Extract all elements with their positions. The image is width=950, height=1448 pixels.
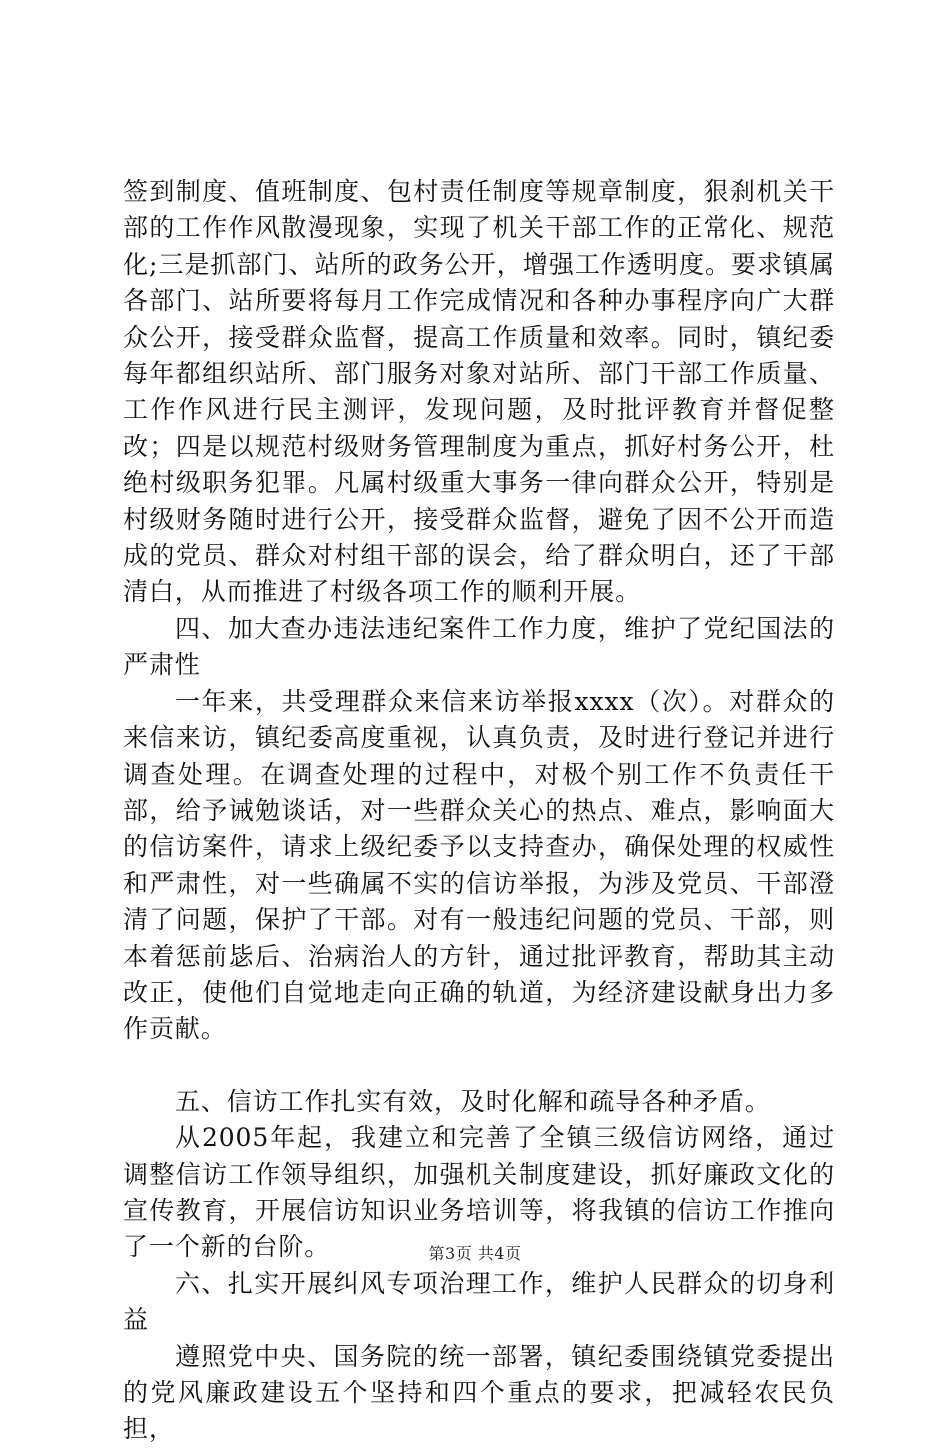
- paragraph-continuation: 签到制度、值班制度、包村责任制度等规章制度，狠刹机关干部的工作作风散漫现象，实现了机关干部工作的正常化、规范化;三是抓部门、站所的政务公开，增强工作透明度。要求镇属各部门、站所要将每月工作完成情况和各种办事程序向广大群众公开，接受群众监督，提高工作质量和效率。同时，镇纪委每年都组织站所、部门服务对象对站所、部门干部工作质量、工作作风进行民主测评，发现问题，及时批评教育并督促整改；四是以规范村级财务管理制度为重点，抓好村务公开，杜绝村级职务犯罪。凡属村级重大事务一律向群众公开，特别是村级财务随时进行公开，接受群众监督，避免了因不公开而造成的党员、群众对村组干部的误会，给了群众明白，还了干部清白，从而推进了村级各项工作的顺利开展。: [123, 177, 835, 607]
- paragraph-gap: [123, 1048, 835, 1084]
- page-number-footer: 第3页 共4页: [428, 1244, 522, 1263]
- paragraph-deployment: 遵照党中央、国务院的统一部署，镇纪委围绕镇党委提出的党风廉政建设五个坚持和四个重点的要求，把减轻农民负担，: [123, 1341, 835, 1444]
- paragraph-petitions: 一年来，共受理群众来信来访举报xxxx（次）。对群众的来信来访，镇纪委高度重视，认真负责，及时进行登记并进行调查处理。在调查处理的过程中，对极个别工作不负责任干部，给予诫勉谈话，对一些群众关心的热点、难点，影响面大的信访案件，请求上级纪委予以支持查办，确保处理的权威性和严肃性，对一些确属不实的信访举报，为涉及党员、干部澄清了问题，保护了干部。对有一般违纪问题的党员、干部，则本着惩前毖后、治病治人的方针，通过批评教育，帮助其主动改正，使他们自觉地走向正确的轨道，为经济建设献身出力多作贡献。: [123, 686, 835, 1044]
- section-heading-four: 四、加大查办违法违纪案件工作力度，维护了党纪国法的严肃性: [123, 613, 835, 680]
- section-heading-six: 六、扎实开展纠风专项治理工作，维护人民群众的切身利益: [123, 1268, 835, 1335]
- paragraph-network: 从2005年起，我建立和完善了全镇三级信访网络，通过调整信访工作领导组织，加强机关制度建设，抓好廉政文化的宣传教育，开展信访知识业务培训等，将我镇的信访工作推向了一个新的台阶。: [123, 1123, 835, 1262]
- section-heading-five: 五、信访工作扎实有效，及时化解和疏导各种矛盾。: [175, 1086, 771, 1116]
